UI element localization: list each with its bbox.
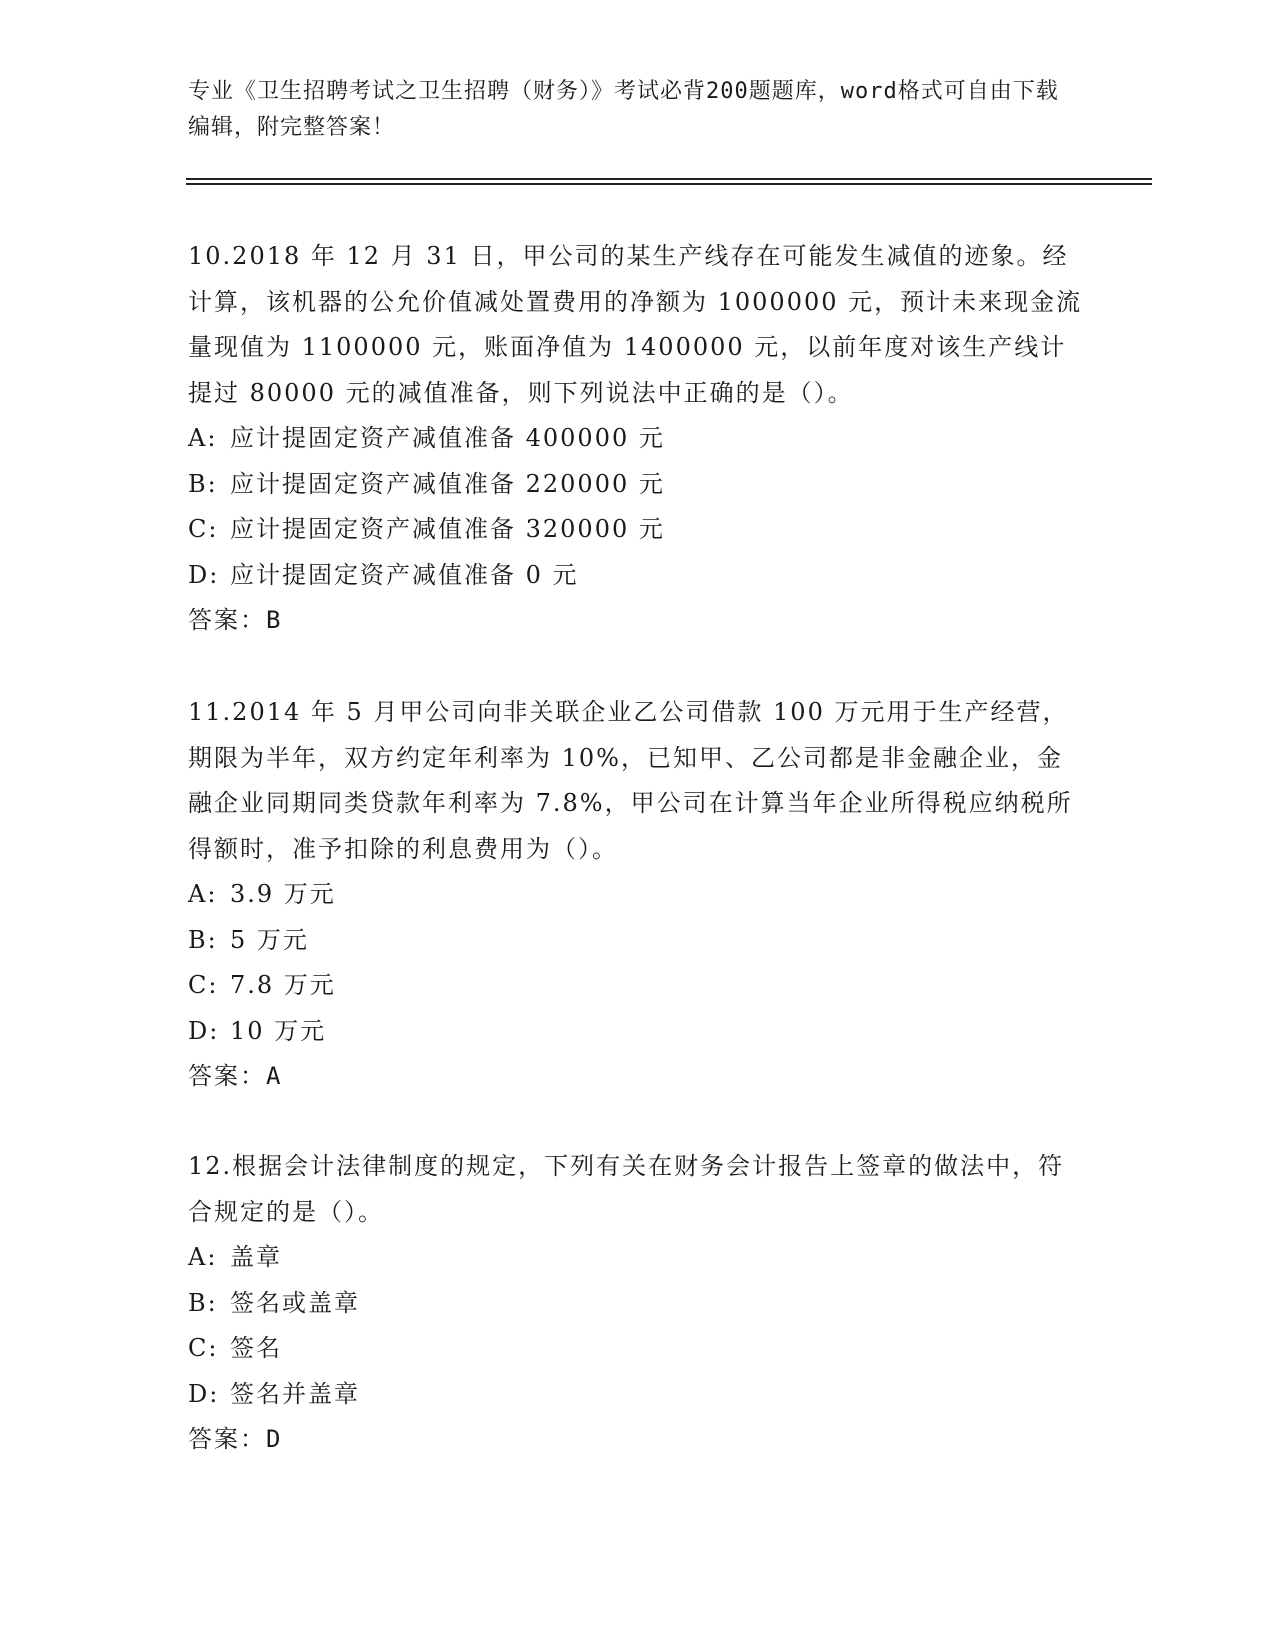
question-stem: 12.根据会计法律制度的规定，下列有关在财务会计报告上签章的做法中，符合规定的是（）。 [188,1152,1065,1226]
question-stem: 11.2014 年 5 月甲公司向非关联企业乙公司借款 100 万元用于生产经营，期限为半年，双方约定年利率为 10%，已知甲、乙公司都是非金融企业，金融企业同期同类贷款年利率为 7.8%，甲公司在计算当年企业所得税应纳税所得额时，准予扣除的利息费用为（）。 [188,698,1073,863]
question-stem: 10.2018 年 12 月 31 日，甲公司的某生产线存在可能发生减值的迹象。经计算，该机器的公允价值减处置费用的净额为 1000000 元，预计未来现金流量现值为 1100000 元，账面净值为 1400000 元，以前年度对该生产线计提过 80000 元的减值准备，则下列说法中正确的是（）。 [188,242,1083,407]
option-b [188,1281,1088,1327]
option-a [188,416,1088,462]
option-a [188,1235,1088,1281]
option-key: D: [188,1016,220,1045]
option-a [188,872,1088,918]
question-12 [188,1144,1088,1463]
option-text: 7.8 万元 [230,971,336,999]
option-text: 3.9 万元 [230,880,336,908]
option-key: B: [188,1288,218,1317]
option-text: 应计提固定资产减值准备 220000 元 [230,469,665,498]
option-text: 应计提固定资产减值准备 0 元 [230,560,579,589]
option-key: D: [188,1379,220,1408]
question-11 [188,690,1088,1100]
question-10 [188,234,1088,644]
option-key: A: [188,424,218,452]
option-b [188,462,1088,508]
option-key: A: [188,1243,218,1271]
option-key: C: [188,971,219,999]
option-c [188,963,1088,1009]
option-text: 盖章 [230,1243,282,1271]
option-text: 应计提固定资产减值准备 320000 元 [230,515,665,543]
option-key: D: [188,560,220,589]
option-key: C: [188,515,219,543]
option-key: A: [188,880,218,908]
answer: 答案：A [188,1062,283,1090]
option-d [188,1372,1088,1418]
option-c [188,1326,1088,1372]
header-divider-bottom [186,183,1152,185]
option-b [188,918,1088,964]
option-text: 签名 [230,1334,282,1362]
answer: 答案：B [188,606,283,634]
document-header: 专业《卫生招聘考试之卫生招聘（财务）》考试必背200题题库，word格式可自由下载编辑，附完整答案！ [188,79,1059,140]
option-text: 应计提固定资产减值准备 400000 元 [230,424,665,452]
option-text: 10 万元 [230,1016,327,1045]
option-text: 签名或盖章 [230,1288,360,1317]
option-text: 签名并盖章 [230,1379,360,1408]
header-divider-top [186,178,1152,180]
option-d [188,1009,1088,1055]
option-c [188,507,1088,553]
option-key: C: [188,1334,219,1362]
option-key: B: [188,469,218,498]
answer: 答案：D [188,1425,283,1453]
option-d [188,553,1088,599]
option-key: B: [188,925,218,954]
option-text: 5 万元 [230,925,309,954]
